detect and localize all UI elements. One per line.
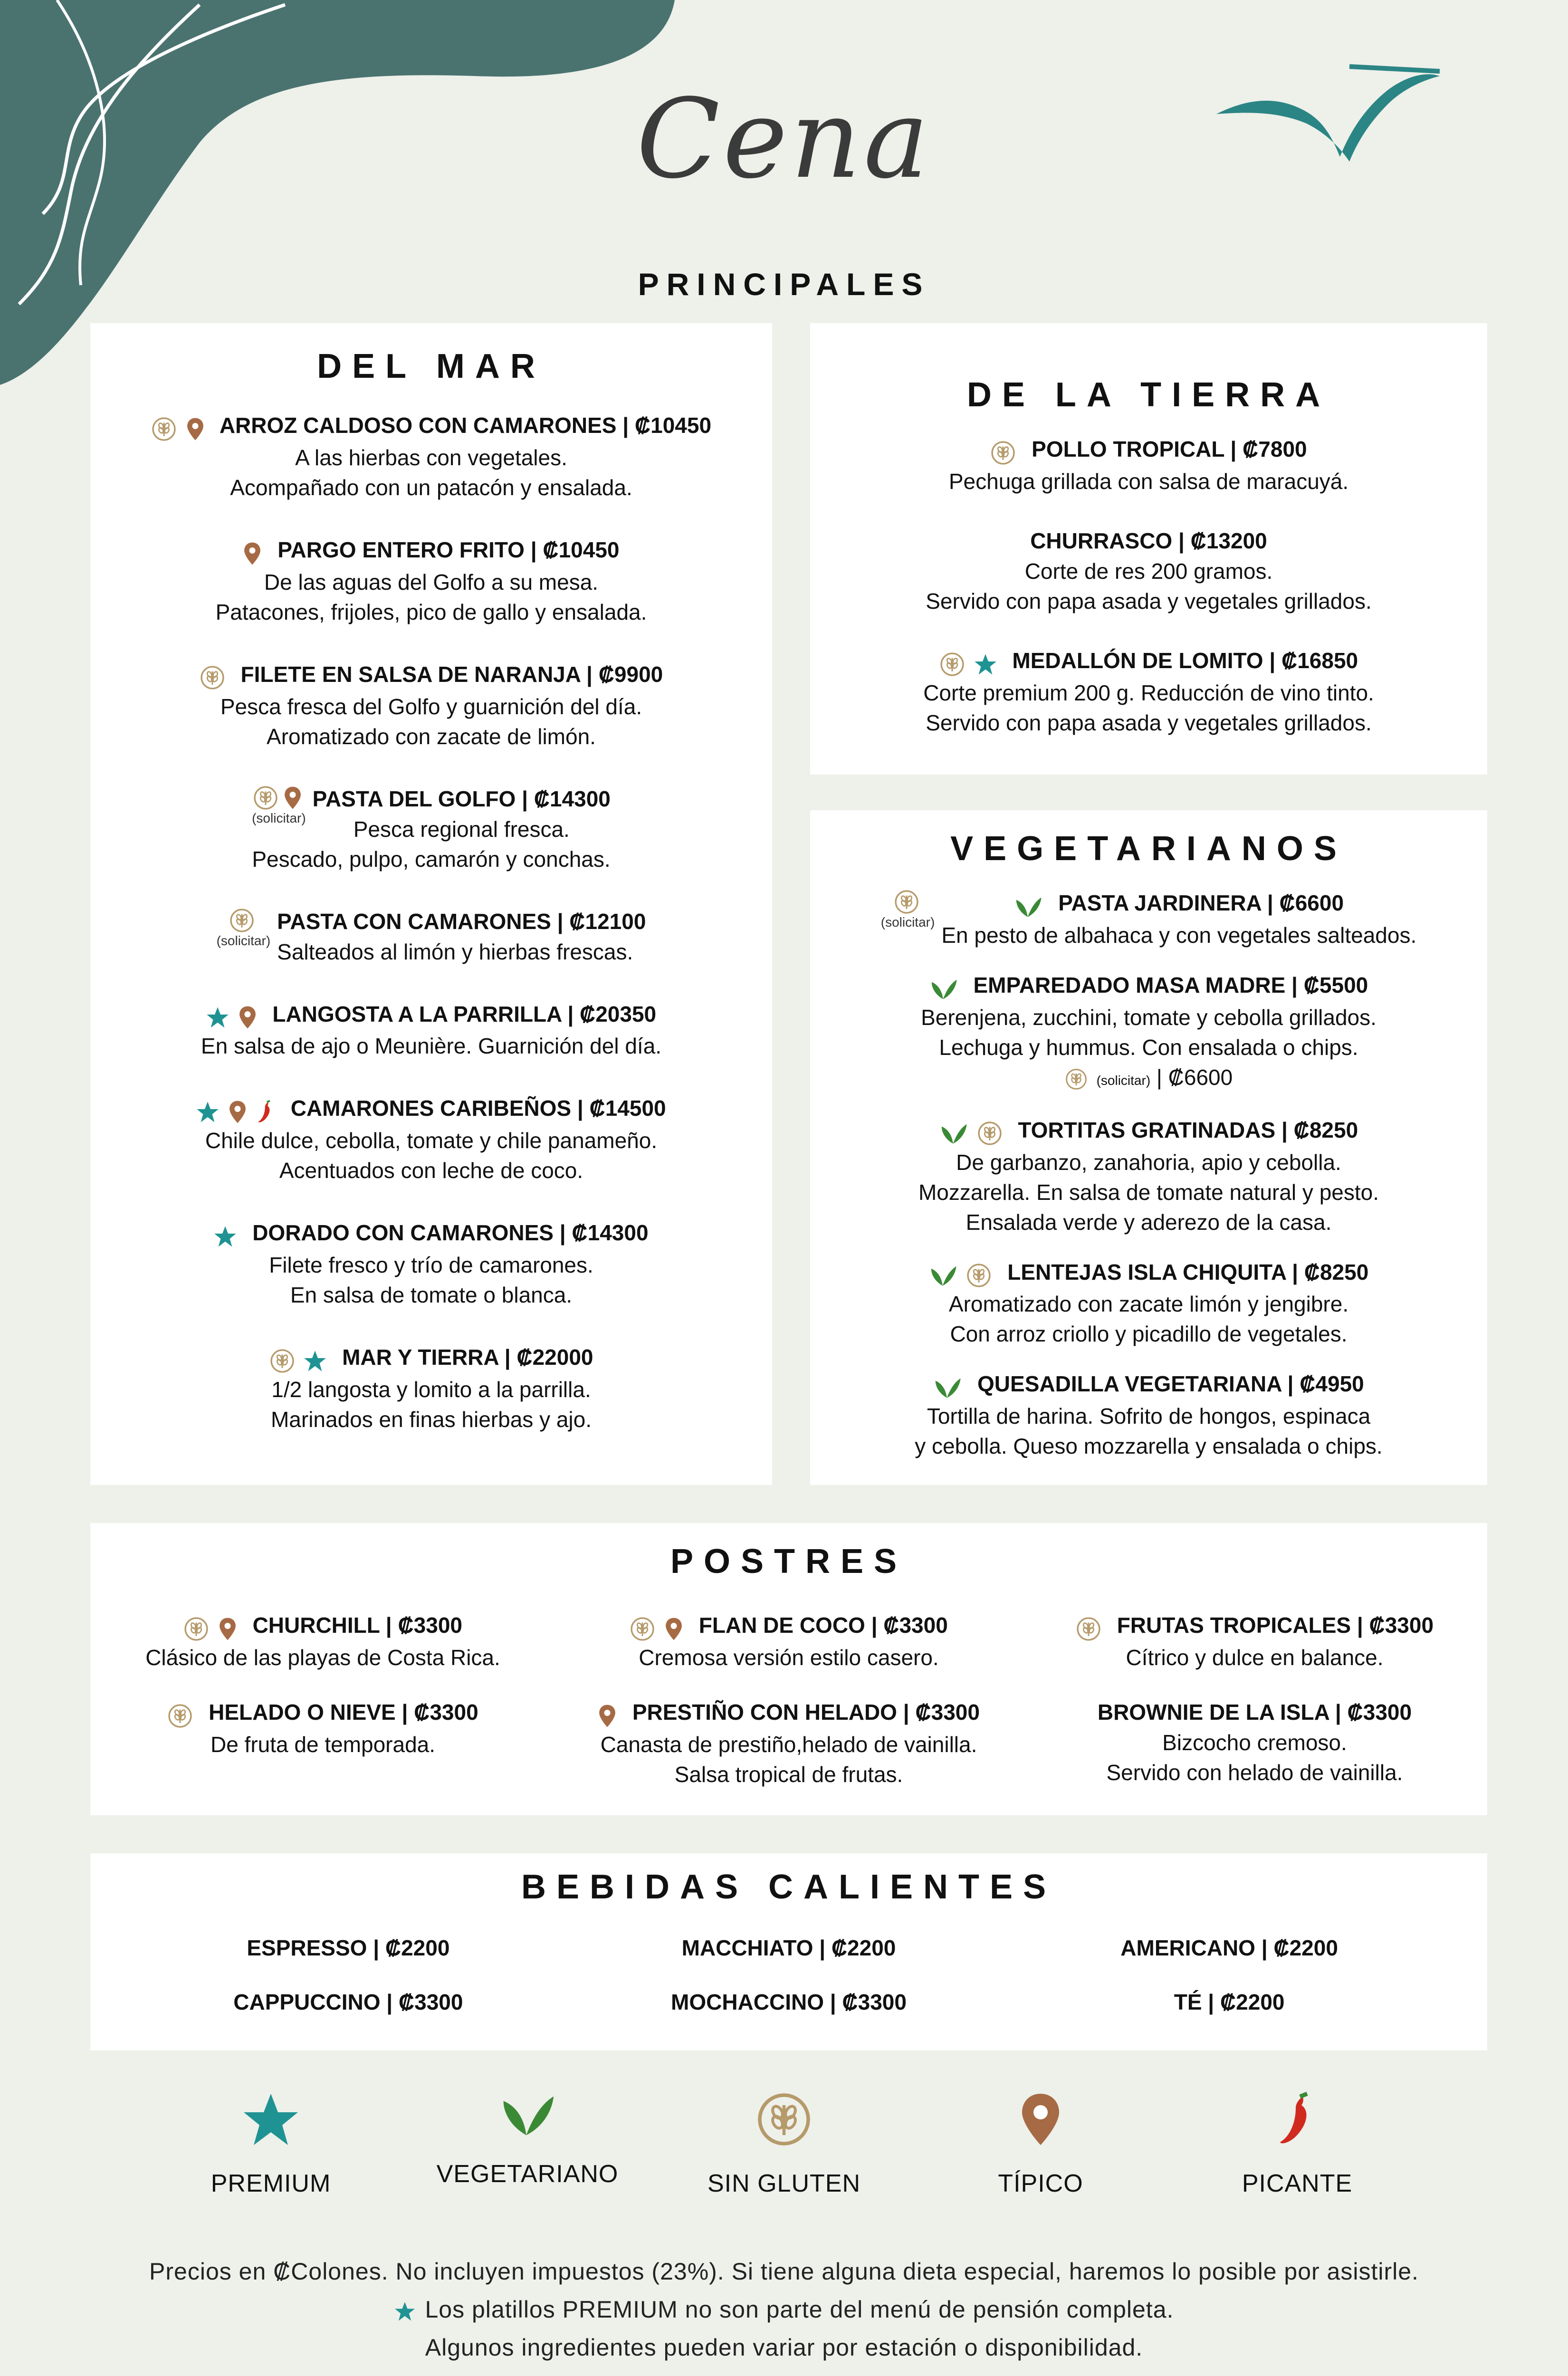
card-de-la-tierra xyxy=(810,323,1487,775)
item-desc: Pescado, pulpo, camarón y conchas. xyxy=(252,846,611,872)
location-pin-icon xyxy=(228,1100,247,1124)
item-desc: Pechuga grillada con salsa de maracuyá. xyxy=(948,469,1349,494)
location-pin-icon xyxy=(1019,2091,1062,2148)
item-desc: Salsa tropical de frutas. xyxy=(674,1762,903,1787)
premium-star-icon xyxy=(394,2301,415,2322)
legend-label: TÍPICO xyxy=(998,2170,1083,2197)
drink-item: CAPPUCCINO | ₡3300 xyxy=(233,1990,463,2014)
item-name: FRUTAS TROPICALES | ₡3300 xyxy=(1117,1613,1434,1638)
item-name: LENTEJAS ISLA CHIQUITA | ₡8250 xyxy=(1007,1259,1369,1284)
menu-item xyxy=(90,659,772,752)
card-heading: POSTRES xyxy=(670,1542,908,1581)
item-desc: Patacones, frijoles, pico de gallo y ensalada. xyxy=(215,599,647,624)
premium-star-icon xyxy=(196,1101,219,1123)
item-name: PARGO ENTERO FRITO | ₡10450 xyxy=(277,537,620,562)
gluten-free-icon xyxy=(269,1348,295,1374)
gluten-free-icon xyxy=(151,416,177,442)
legend-label: SIN GLUTEN xyxy=(707,2170,861,2197)
item-desc: Servido con papa asada y vegetales grillados. xyxy=(926,588,1372,613)
item-name: MAR Y TIERRA | ₡22000 xyxy=(342,1345,593,1370)
menu-item xyxy=(810,969,1487,1095)
footer-notes xyxy=(0,2252,1568,2366)
card-heading: DE LA TIERRA xyxy=(966,376,1331,414)
item-desc: En pesto de albahaca y con vegetales salteados. xyxy=(941,922,1417,948)
item-desc: Aromatizado con zacate de limón. xyxy=(267,724,596,749)
item-name: ARROZ CALDOSO CON CAMARONES | ₡10450 xyxy=(219,413,712,438)
menu-item xyxy=(90,1696,555,1790)
gluten-free-icon xyxy=(229,908,255,933)
location-pin-icon xyxy=(598,1704,617,1728)
legend-label: VEGETARIANO xyxy=(436,2160,619,2188)
alt-price: | ₡6600 xyxy=(1156,1064,1233,1090)
gluten-free-icon xyxy=(1065,1068,1088,1091)
item-name: MEDALLÓN DE LOMITO | ₡16850 xyxy=(1012,648,1358,673)
item-name: LANGOSTA A LA PARRILLA | ₡20350 xyxy=(272,1001,657,1026)
item-desc: De fruta de temporada. xyxy=(210,1732,436,1757)
gluten-free-icon xyxy=(755,2091,813,2148)
location-pin-icon xyxy=(186,417,205,441)
vegetarian-leaf-icon xyxy=(499,2091,556,2138)
menu-item xyxy=(90,783,772,874)
legend-premium xyxy=(143,2091,399,2198)
item-desc: Tortilla de harina. Sofrito de hongos, espinaca xyxy=(927,1404,1371,1429)
vegetarian-leaf-icon xyxy=(939,1122,968,1145)
item-name: CHURRASCO | ₡13200 xyxy=(1030,528,1267,553)
item-name: FILETE EN SALSA DE NARANJA | ₡9900 xyxy=(240,661,663,687)
menu-item xyxy=(810,1256,1487,1350)
item-name: BROWNIE DE LA ISLA | ₡3300 xyxy=(1097,1699,1412,1725)
menu-item xyxy=(90,906,772,967)
item-desc: De las aguas del Golfo a su mesa. xyxy=(264,569,599,594)
footer-line: Precios en ₡Colones. No incluyen impuestos (23%). Si tiene alguna dieta especial, haremos lo posible por asistirle. xyxy=(149,2258,1419,2285)
card-del-mar xyxy=(90,323,772,1485)
menu-item xyxy=(810,1114,1487,1237)
item-desc: Bizcocho cremoso. xyxy=(1162,1730,1347,1755)
gluten-free-icon xyxy=(966,1263,992,1288)
item-desc: Con arroz criollo y picadillo de vegetales. xyxy=(950,1322,1348,1347)
item-name: PRESTIÑO CON HELADO | ₡3300 xyxy=(632,1699,980,1725)
item-desc: En salsa de ajo o Meunière. Guarnición del día. xyxy=(201,1034,662,1059)
item-name: EMPAREDADO MASA MADRE | ₡5500 xyxy=(973,972,1368,997)
vegetarian-leaf-icon xyxy=(1014,895,1042,918)
gluten-free-icon xyxy=(1076,1616,1101,1642)
chili-spicy-icon xyxy=(1276,2091,1319,2148)
card-heading: DEL MAR xyxy=(317,347,545,385)
menu-item xyxy=(810,1368,1487,1461)
item-desc: Clásico de las playas de Costa Rica. xyxy=(145,1645,500,1670)
gluten-free-icon xyxy=(630,1616,655,1642)
card-vegetarianos xyxy=(810,810,1487,1485)
premium-star-icon xyxy=(242,2091,299,2148)
item-desc: Servido con helado de vainilla. xyxy=(1106,1760,1403,1785)
premium-star-icon xyxy=(304,1350,326,1372)
item-desc: Aromatizado con zacate limón y jengibre. xyxy=(948,1292,1349,1317)
menu-item xyxy=(90,410,772,503)
item-desc: Salteados al limón y hierbas frescas. xyxy=(277,939,633,964)
drink-item: MACCHIATO | ₡2200 xyxy=(681,1935,896,1960)
legend-sin-gluten xyxy=(656,2091,912,2198)
footer-line: Algunos ingredientes pueden variar por estación o disponibilidad. xyxy=(425,2334,1143,2361)
drink-item: MOCHACCINO | ₡3300 xyxy=(671,1990,907,2014)
premium-star-icon xyxy=(214,1225,237,1248)
card-postres xyxy=(90,1523,1487,1815)
on-request-note: (solicitar) xyxy=(1096,1073,1151,1088)
legend-label: PREMIUM xyxy=(210,2170,331,2197)
menu-item xyxy=(810,887,1487,950)
item-name: HELADO O NIEVE | ₡3300 xyxy=(209,1699,478,1725)
item-desc: Chile dulce, cebolla, tomate y chile panameño. xyxy=(205,1128,658,1153)
item-desc: Filete fresco y trío de camarones. xyxy=(269,1253,593,1278)
item-name: PASTA CON CAMARONES | ₡12100 xyxy=(277,909,646,934)
location-pin-icon xyxy=(218,1617,237,1641)
location-pin-icon xyxy=(238,1005,257,1030)
chili-spicy-icon xyxy=(256,1100,275,1124)
location-pin-icon xyxy=(243,541,262,566)
item-desc: De garbanzo, zanahoria, apio y cebolla. xyxy=(956,1150,1341,1175)
on-request-note: (solicitar) xyxy=(252,810,306,825)
section-subtitle-principales: PRINCIPALES xyxy=(638,267,930,302)
menu-item xyxy=(556,1696,1021,1790)
item-desc: Corte de res 200 gramos. xyxy=(1024,558,1273,584)
item-desc: Berenjena, zucchini, tomate y cebolla grillados. xyxy=(921,1005,1377,1030)
menu-item xyxy=(90,534,772,627)
item-name: PASTA DEL GOLFO | ₡14300 xyxy=(312,786,611,811)
gluten-free-icon xyxy=(990,440,1016,466)
item-name: QUESADILLA VEGETARIANA | ₡4950 xyxy=(977,1371,1364,1397)
drink-item: TÉ | ₡2200 xyxy=(1174,1990,1285,2014)
legend-picante xyxy=(1169,2091,1425,2198)
menu-item xyxy=(810,433,1487,497)
location-pin-icon xyxy=(664,1617,683,1641)
vegetarian-leaf-icon xyxy=(929,977,958,1000)
item-name: PASTA JARDINERA | ₡6600 xyxy=(1058,891,1344,915)
menu-item xyxy=(810,525,1487,616)
item-desc: Servido con papa asada y vegetales grillados. xyxy=(926,710,1372,735)
gluten-free-icon xyxy=(939,651,965,677)
card-heading: BEBIDAS CALIENTES xyxy=(521,1868,1057,1906)
on-request-note: (solicitar) xyxy=(880,915,935,929)
item-desc: En salsa de tomate o blanca. xyxy=(290,1283,573,1308)
item-name: TORTITAS GRATINADAS | ₡8250 xyxy=(1018,1117,1358,1142)
gluten-free-icon xyxy=(253,785,278,811)
item-desc: Acentuados con leche de coco. xyxy=(279,1158,583,1183)
gluten-free-icon xyxy=(167,1703,193,1729)
legend-label: PICANTE xyxy=(1242,2170,1353,2197)
menu-item xyxy=(90,1610,555,1673)
legend-vegetariano xyxy=(399,2091,656,2198)
menu-item xyxy=(810,645,1487,738)
item-desc: Pesca regional fresca. xyxy=(353,816,570,842)
item-desc: 1/2 langosta y lomito a la parrilla. xyxy=(271,1377,591,1402)
item-desc: Corte premium 200 g. Reducción de vino tinto. xyxy=(923,680,1374,705)
item-name: CAMARONES CARIBEÑOS | ₡14500 xyxy=(290,1096,666,1121)
footer-line: Los platillos PREMIUM no son parte del menú de pensión completa. xyxy=(425,2296,1174,2323)
vegetarian-leaf-icon xyxy=(929,1264,957,1287)
icon-legend xyxy=(0,2091,1568,2198)
gluten-free-icon xyxy=(894,889,919,915)
menu-item xyxy=(90,1217,772,1310)
menu-item xyxy=(1022,1696,1487,1790)
item-name: DORADO CON CAMARONES | ₡14300 xyxy=(252,1220,649,1245)
item-desc: Acompañado con un patacón y ensalada. xyxy=(230,475,632,500)
location-pin-icon xyxy=(283,786,302,810)
item-desc: y cebolla. Queso mozzarella y ensalada o chips. xyxy=(915,1434,1383,1459)
menu-item xyxy=(90,1341,772,1435)
drink-item: AMERICANO | ₡2200 xyxy=(1120,1935,1338,1960)
gluten-free-icon xyxy=(183,1616,209,1642)
vegetarian-leaf-icon xyxy=(933,1376,962,1399)
item-desc: Pesca fresca del Golfo y guarnición del día. xyxy=(220,694,642,719)
legend-tipico xyxy=(912,2091,1169,2198)
card-heading: VEGETARIANOS xyxy=(950,830,1347,868)
item-desc: Cítrico y dulce en balance. xyxy=(1126,1645,1384,1670)
item-desc: Lechuga y hummus. Con ensalada o chips. xyxy=(939,1035,1358,1060)
item-name: POLLO TROPICAL | ₡7800 xyxy=(1032,437,1307,461)
menu-item xyxy=(90,1092,772,1186)
menu-item xyxy=(1022,1610,1487,1673)
item-desc: A las hierbas con vegetales. xyxy=(295,445,567,470)
item-desc: Ensalada verde y aderezo de la casa. xyxy=(966,1209,1332,1235)
premium-star-icon xyxy=(974,653,997,676)
page-title: Cena xyxy=(636,76,932,203)
item-desc: Cremosa versión estilo casero. xyxy=(639,1645,939,1670)
premium-star-icon xyxy=(206,1006,229,1029)
gluten-free-icon xyxy=(200,665,225,690)
item-desc: Canasta de prestiño,helado de vainilla. xyxy=(600,1732,977,1757)
item-name: FLAN DE COCO | ₡3300 xyxy=(698,1613,948,1638)
card-bebidas-calientes xyxy=(90,1853,1487,2050)
on-request-note: (solicitar) xyxy=(216,933,271,948)
drink-item: ESPRESSO | ₡2200 xyxy=(247,1935,450,1960)
menu-item xyxy=(90,998,772,1062)
menu-item xyxy=(556,1610,1021,1673)
item-name: CHURCHILL | ₡3300 xyxy=(252,1613,463,1638)
gluten-free-icon xyxy=(977,1121,1003,1146)
item-desc: Mozzarella. En salsa de tomate natural y pesto. xyxy=(918,1179,1379,1205)
item-desc: Marinados en finas hierbas y ajo. xyxy=(270,1407,592,1432)
